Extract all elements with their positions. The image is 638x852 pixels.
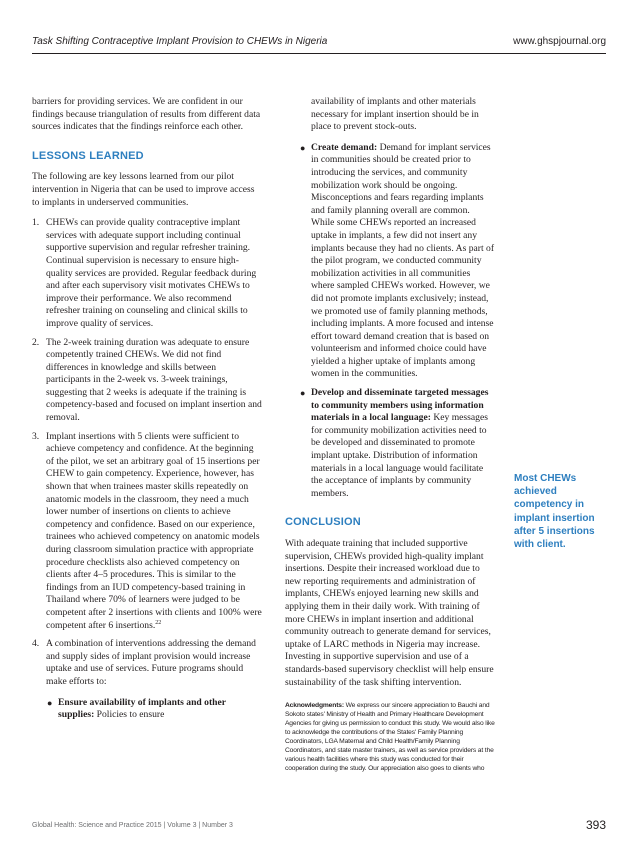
efforts-list (46, 697, 262, 722)
lesson-text: Implant insertions with 5 clients were sufficient to achieve competency and confidence. At the beginning of the pilot, we set an arbitrary goal of 15 insertions per CHEW to gain competency. Experience, however, has shown that when trainees master skills repeatedly on anatomic models in the classroom, they need a much lower number of insertions on clients to achieve competency and confidence. Based on our experience, trainees who achieved competency on anatomic models during classroom simulation practice with appropriate procedure checklists also achieved competency on clients after 4–5 procedures. This is similar to the findings from an IUD competency-based training in Thailand where 70% of learners were judged to be competent after 2 insertions with clients and 100% were competent after 6 insertions. (46, 430, 262, 631)
bullet-lead: Develop and disseminate targeted messages to community members using information materials in a local language: (311, 387, 489, 424)
bullet-icon: ● (300, 388, 306, 399)
running-header-title: Task Shifting Contraceptive Implant Provision to CHEWs in Nigeria (32, 36, 328, 47)
conclusion-heading: CONCLUSION (285, 516, 361, 529)
acknowledgments-text: We express our sincere appreciation to Bauchi and Sokoto states' Ministry of Health and Primary Healthcare Development Agencies for giving us permission to conduct this study. We would also like to acknowledge the contributions of the States' Family Planning Coordinators, LGA Maternal and Child Health/Family Planning Coordinators, and state master trainers, as well as service providers at the various health facilities where this study was conducted for their cooperation during the study. Our appreciation also goes to clients who (285, 702, 495, 773)
lesson-item (32, 217, 262, 330)
lessons-intro-paragraph: The following are key lessons learned from our pilot intervention in Nigeria that can be used to improve access to implants in underserved communities. (32, 171, 255, 208)
bullet-continuation: availability of implants and other materials necessary for implant insertion should be in place to prevent stock-outs. (311, 96, 479, 133)
bullet-text: Key messages for community mobilization activities need to be developed and disseminated to promote implant uptake. Distribution of information materials in a local language would facilitate the acceptance of implants by community members. (311, 412, 488, 499)
page-number: 393 (585, 818, 606, 832)
lesson-item (32, 337, 262, 425)
running-header (32, 36, 606, 58)
bullet-icon: ● (300, 142, 306, 153)
header-rule (32, 53, 606, 54)
left-column (32, 96, 262, 728)
bullet-lead: Ensure availability of implants and other supplies: (58, 696, 226, 721)
lesson-text: CHEWs can provide quality contraceptive implant services with adequate support including continual supportive supervision and regular refresher training. Continual supervision is necessary to ensure high-quality services are provided. Regular feedback during and after each supervisory visit motivates CHEWs to improve their performance. We also recommend refresher training on counseling and clinical skills to improve quality of services. (46, 217, 257, 329)
lessons-list (32, 217, 262, 722)
lesson-text: The 2-week training duration was adequate to ensure competently trained CHEWs. We did not find differences in knowledge and skills between participants in the 2-week vs. 3-week trainings, suggesting that 2 weeks is adequate if the training is competency-based and focused on implant insertion and removal. (46, 336, 262, 424)
page-footer (32, 818, 606, 838)
bullet-item (46, 697, 262, 722)
lessons-learned-heading: LESSONS LEARNED (32, 149, 144, 162)
bullet-text: Demand for implant services in communities should be created prior to introducing the services, and community mobilization work should be ongoing. Misconceptions and fears regarding implants and family planning overall are common. While some CHEWs reported an increased uptake in implants, a few did not insert any implants because they had no clients. As part of the pilot program, we conducted community mobilization activities in all communities where sampled CHEWs worked. However, we did not promote implants exclusively; instead, we promoted use of family planning methods, including implants. A more focused and intense effort toward demand creation that is based on volunteerism and informed choice could have yielded a higher uptake of implants among women in the communities. (311, 141, 495, 380)
conclusion-paragraph: With adequate training that included supportive supervision, CHEWs provided high-quality implant insertions. Despite their increased workload due to new reporting requirements and administration of implants, CHEWs enjoyed learning new skills and applying them in their daily work. With training of more CHEWs in implant insertion and additional community outreach to generate demand for services, uptake of LARC methods in Nigeria may increase. Investing in supportive supervision and use of a standards-based supervisory checklist will help ensure sustainability of the task shifting intervention. (285, 538, 494, 688)
lesson-text: A combination of interventions addressing the demand and supply sides of implant provision would increase uptake and use of services. Future programs should make efforts to: (46, 638, 256, 687)
journal-url[interactable]: www.ghspjournal.org (513, 36, 606, 47)
bullet-lead: Create demand: (311, 141, 378, 153)
lesson-item (32, 431, 262, 633)
lesson-number: 2. (32, 336, 40, 348)
right-column (285, 96, 495, 773)
acknowledgments-heading: Acknowledgments: (285, 702, 344, 710)
bullet-text: Policies to ensure (94, 709, 165, 721)
bullet-item (299, 142, 495, 381)
bullet-icon: ● (47, 697, 53, 708)
lesson-item (32, 638, 262, 722)
bullet-item (299, 387, 495, 500)
footer-journal-info: Global Health: Science and Practice 2015 | Volume 3 | Number 3 (32, 822, 233, 829)
efforts-list-continued (285, 142, 495, 501)
acknowledgments (285, 701, 495, 773)
lesson-number: 1. (32, 217, 40, 229)
intro-paragraph: barriers for providing services. We are confident in our findings because triangulation of results from different data sources indicates that the findings reinforce each other. (32, 96, 261, 133)
pull-quote: Most CHEWs achieved competency in implant insertion after 5 insertions with client. (514, 473, 595, 551)
reference-superscript[interactable]: 22 (155, 619, 162, 626)
lesson-number: 4. (32, 638, 40, 650)
lesson-number: 3. (32, 430, 40, 442)
